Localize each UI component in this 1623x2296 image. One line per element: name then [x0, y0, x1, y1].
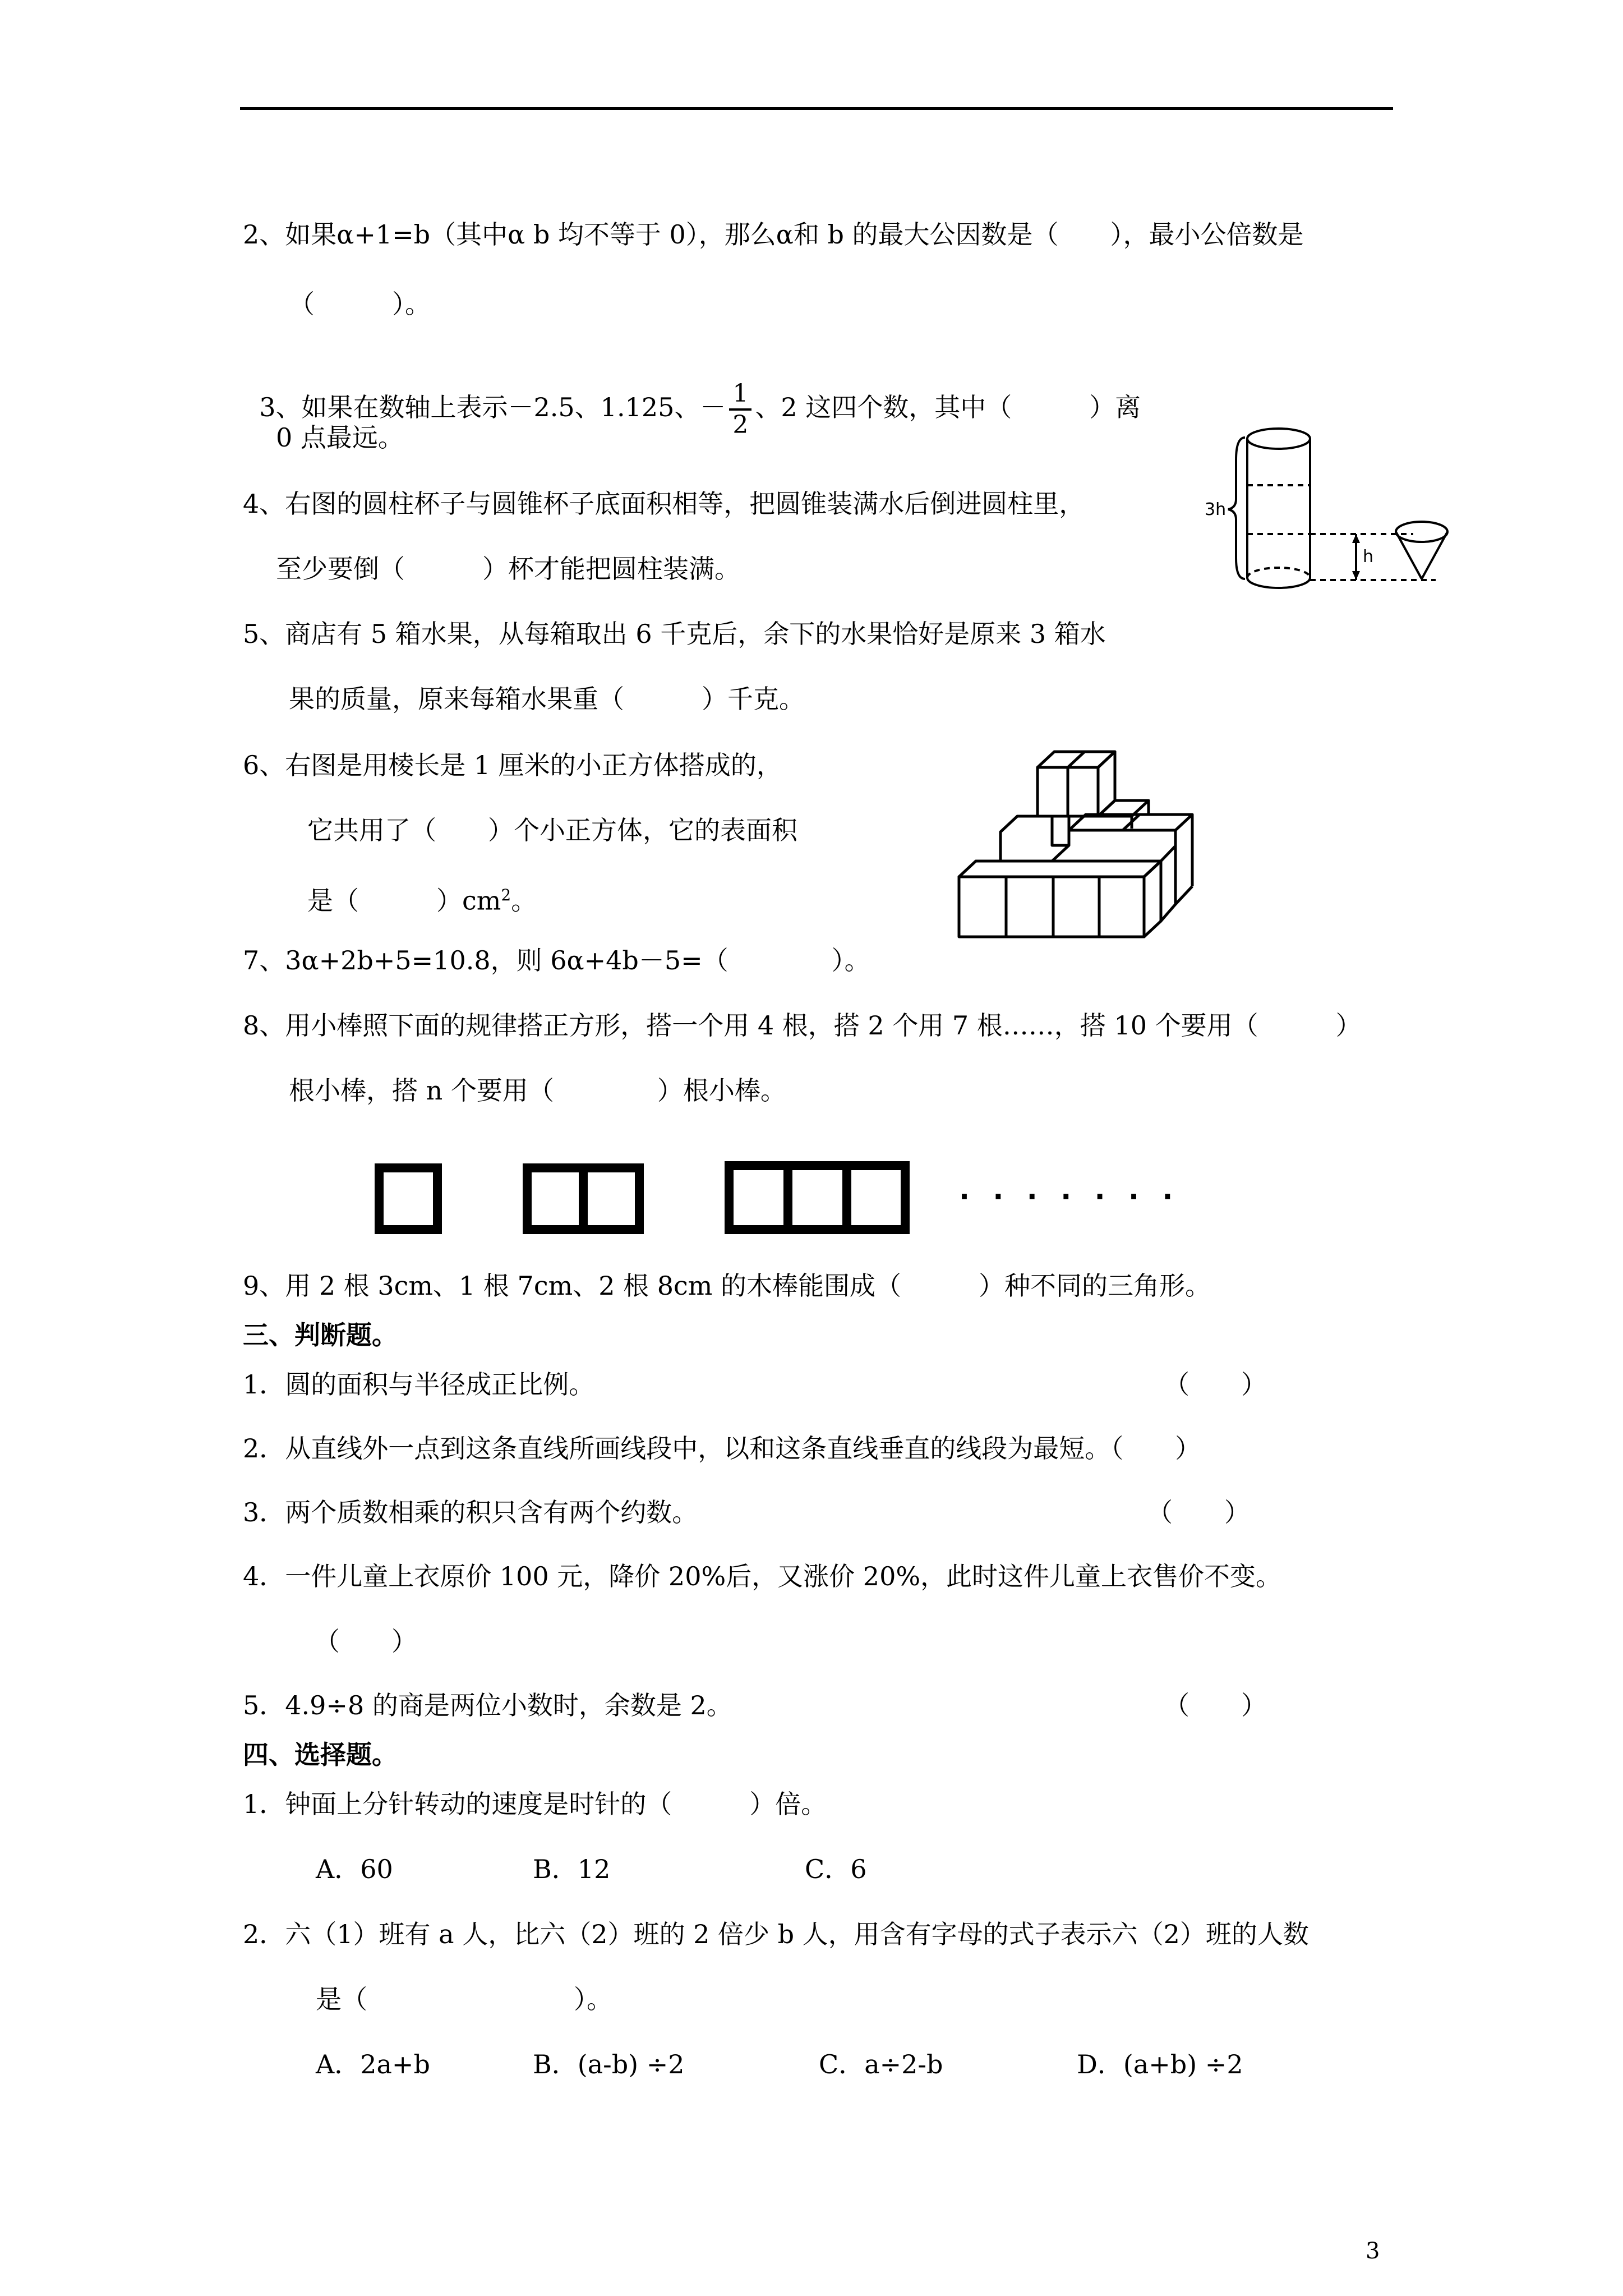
matchstick-squares-figure: [370, 1156, 1180, 1245]
judge-item-4-bracket: （ ）: [314, 1626, 417, 1657]
choice-question-2-line-2: 是（ ）。: [316, 1984, 612, 2014]
question-2-line-2: （ ）。: [289, 289, 431, 319]
header-rule: [240, 107, 1393, 110]
question-7: 7、3α+2b+5=10.8，则 6α+4b－5=（ ）。: [243, 945, 870, 976]
label-h: h: [1363, 547, 1374, 567]
judge-item-3-bracket: （ ）: [1147, 1497, 1250, 1527]
fraction-one-half: [729, 381, 751, 438]
question-9: 9、用 2 根 3cm、1 根 7cm、2 根 8cm 的木棒能围成（ ）种不同的三角形。: [243, 1271, 1211, 1301]
choice-2-option-b: B．(a-b) ÷2: [533, 2049, 685, 2079]
fraction-denominator: 2: [732, 411, 749, 439]
label-3h: 3h: [1205, 500, 1227, 519]
continuation-dots: · · · · · · ·: [959, 1180, 1180, 1213]
question-6-text-b: 。: [511, 885, 537, 916]
question-5-line-2: 果的质量，原来每箱水果重（ ）千克。: [289, 684, 805, 714]
section-3-heading: 三、判断题。: [243, 1320, 398, 1350]
superscript-2: 2: [501, 886, 511, 904]
choice-2-option-a: A．2a+b: [316, 2049, 430, 2079]
judge-item-2: 2．从直线外一点到这条直线所画线段中，以和这条直线垂直的线段为最短。（ ）: [243, 1433, 1201, 1464]
section-4-heading: 四、选择题。: [243, 1740, 398, 1770]
choice-1-option-b: B．12: [533, 1854, 611, 1884]
choice-question-1: 1．钟面上分针转动的速度是时针的（ ）倍。: [243, 1789, 827, 1819]
cube-stack-figure: [953, 735, 1200, 948]
judge-item-5-bracket: （ ）: [1164, 1690, 1267, 1720]
question-8-line-1: 8、用小棒照下面的规律搭正方形，搭一个用 4 根，搭 2 个用 7 根……，搭 10 个要用（ ）: [243, 1010, 1362, 1041]
cylinder-cone-figure: [1189, 415, 1481, 606]
question-4-line-2: 至少要倒（ ）杯才能把圆柱装满。: [276, 554, 740, 584]
question-2-line-1: 2、如果α+1=b（其中α b 均不等于 0），那么α和 b 的最大公因数是（ ），最小公倍数是: [243, 219, 1304, 250]
fraction-numerator: 1: [729, 381, 751, 411]
question-6-text-a: 是（ ）cm: [307, 885, 501, 916]
question-4-line-1: 4、右图的圆柱杯子与圆锥杯子底面积相等，把圆锥装满水后倒进圆柱里，: [243, 489, 1085, 519]
question-8-line-2: 根小棒，搭 n 个要用（ ）根小棒。: [289, 1075, 786, 1106]
page-number: 3: [1366, 2238, 1380, 2264]
question-6-line-3: [307, 878, 537, 917]
question-5-line-1: 5、商店有 5 箱水果，从每箱取出 6 千克后，余下的水果恰好是原来 3 箱水: [243, 619, 1106, 649]
question-3-text-a: 3、如果在数轴上表示－2.5、1.125、－: [259, 392, 726, 422]
judge-item-1-bracket: （ ）: [1164, 1369, 1267, 1400]
question-3-line-2: 0 点最远。: [276, 422, 404, 453]
judge-item-1: 1．圆的面积与半径成正比例。: [243, 1369, 595, 1400]
judge-item-3: 3．两个质数相乘的积只含有两个约数。: [243, 1497, 698, 1527]
square-group-3: [729, 1166, 905, 1230]
choice-question-2-line-1: 2．六（1）班有 a 人，比六（2）班的 2 倍少 b 人，用含有字母的式子表示六（2）班的人数: [243, 1919, 1309, 1949]
question-6-line-1: 6、右图是用棱长是 1 厘米的小正方体搭成的，: [243, 750, 782, 780]
question-6-line-2: 它共用了（ ）个小正方体，它的表面积: [307, 815, 797, 845]
choice-2-option-d: D．(a+b) ÷2: [1077, 2049, 1243, 2079]
judge-item-4: 4．一件儿童上衣原价 100 元，降价 20%后，又涨价 20%，此时这件儿童上衣售价不变。: [243, 1561, 1282, 1591]
choice-2-option-c: C．a÷2-b: [819, 2049, 943, 2079]
question-3-text-b: 、2 这四个数，其中（ ）离: [755, 392, 1141, 422]
judge-item-5: 5．4.9÷8 的商是两位小数时，余数是 2。: [243, 1690, 732, 1720]
square-group-1: [379, 1168, 437, 1230]
choice-1-option-a: A．60: [316, 1854, 393, 1884]
choice-1-option-c: C．6: [805, 1854, 867, 1884]
square-group-2: [527, 1168, 639, 1230]
